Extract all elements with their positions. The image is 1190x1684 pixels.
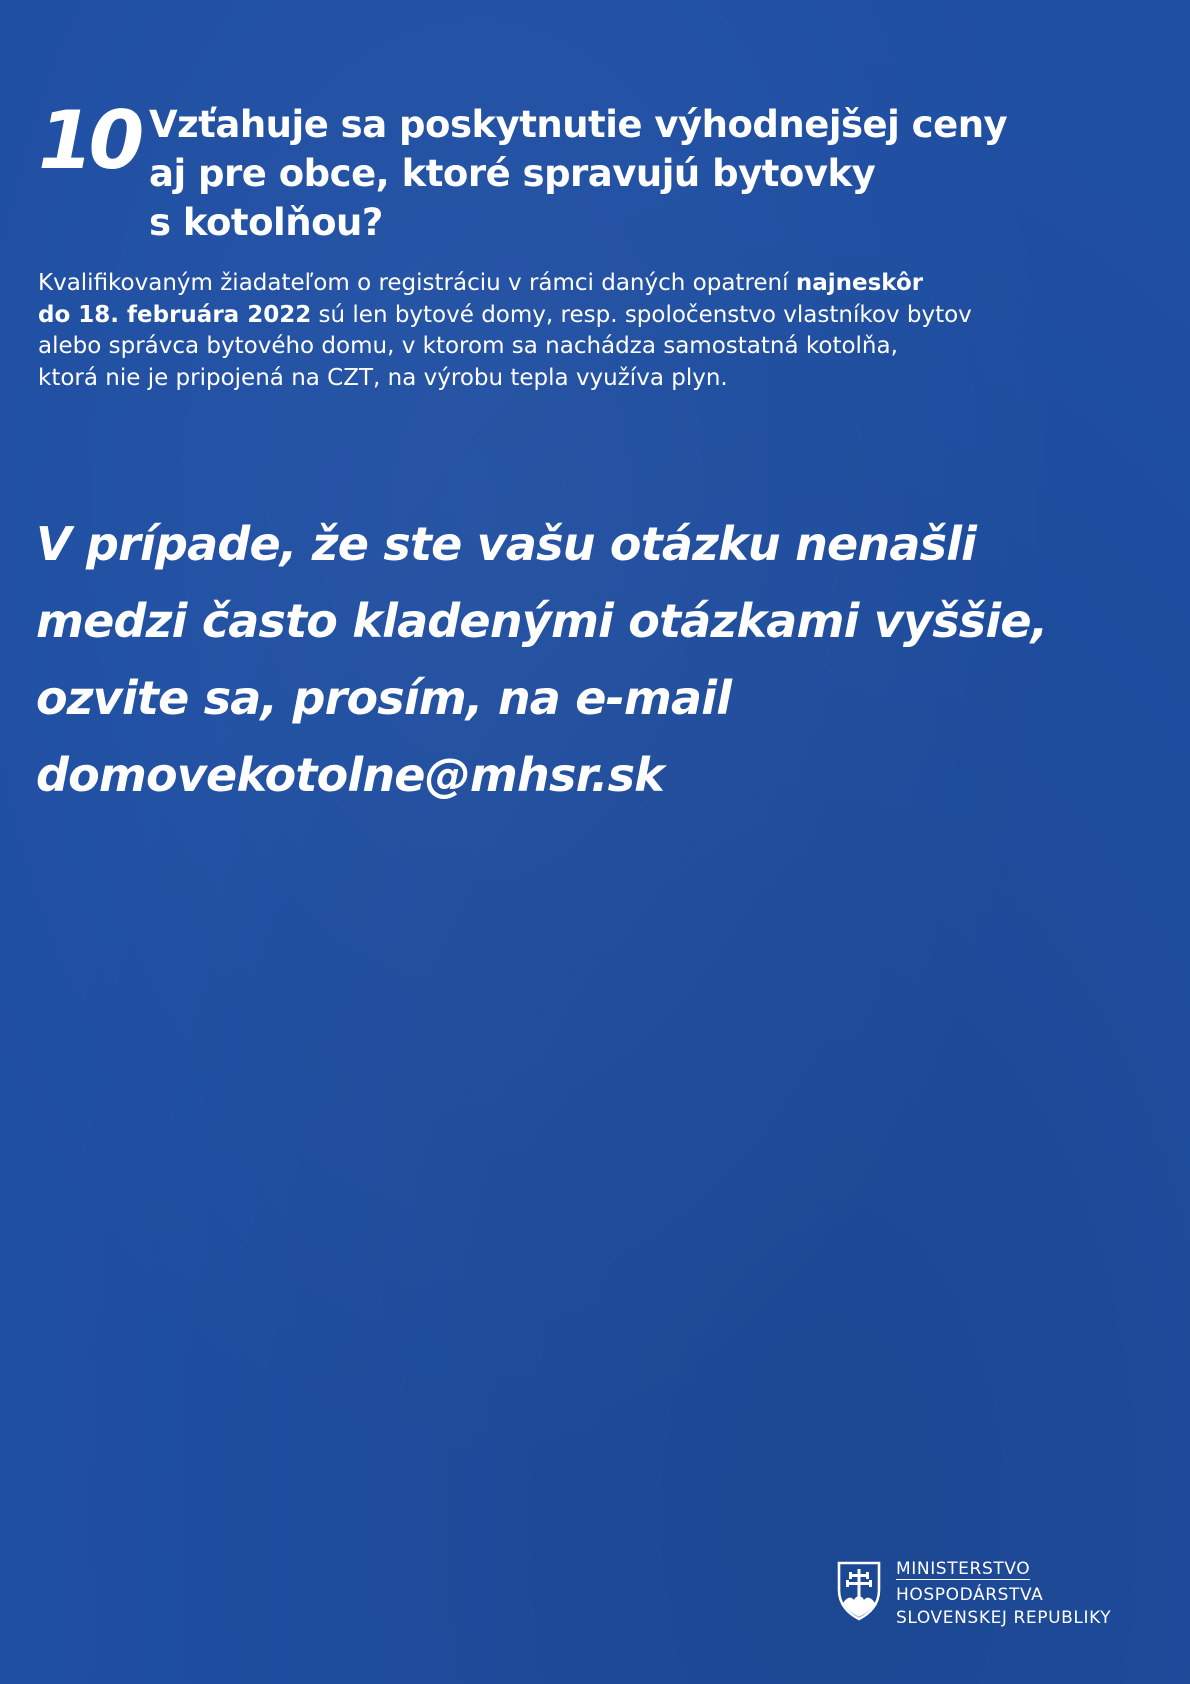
answer-line [38,300,1118,332]
answer-emphasis: do 18. februára 2022 [38,301,312,328]
question-title [149,100,1109,247]
answer-emphasis: najneskôr [795,270,924,296]
answer-text [38,268,1118,394]
answer-line [38,268,1118,300]
question-number: 10 [38,94,140,187]
ministry-logo [836,1558,1156,1628]
logo-wordmark [896,1558,1111,1630]
answer-line: alebo správca bytového domu, v ktorom sa nachádza samostatná kotolňa, [38,333,898,359]
logo-line: MINISTERSTVO [896,1559,1031,1579]
slovak-coat-of-arms-icon [836,1560,882,1622]
logo-line: HOSPODÁRSTVA [896,1585,1044,1605]
question-title-line: aj pre obce, ktoré spravujú bytovky [149,152,876,195]
logo-divider [894,1558,895,1626]
contact-line: V prípade, že ste vašu otázku nenašli [36,517,977,571]
contact-email[interactable]: domovekotolne@mhsr.sk [36,748,664,802]
question-title-line: s kotolňou? [149,201,383,244]
contact-message [36,506,1156,814]
answer-line: ktorá nie je pripojená na CZT, na výrobu tepla využíva plyn. [38,364,728,391]
logo-line: SLOVENSKEJ REPUBLIKY [896,1608,1112,1628]
answer-text-segment: Kvalifikovaným žiadateľom o registráciu v rámci daných opatrení [38,270,796,296]
answer-text-segment: sú len bytové domy, resp. spoločenstvo vlastníkov bytov [311,301,972,328]
contact-line: medzi často kladenými otázkami vyššie, [36,594,1048,648]
question-title-line: Vzťahuje sa poskytnutie výhodnejšej ceny [149,103,1008,146]
contact-line: ozvite sa, prosím, na e-mail [36,671,732,725]
